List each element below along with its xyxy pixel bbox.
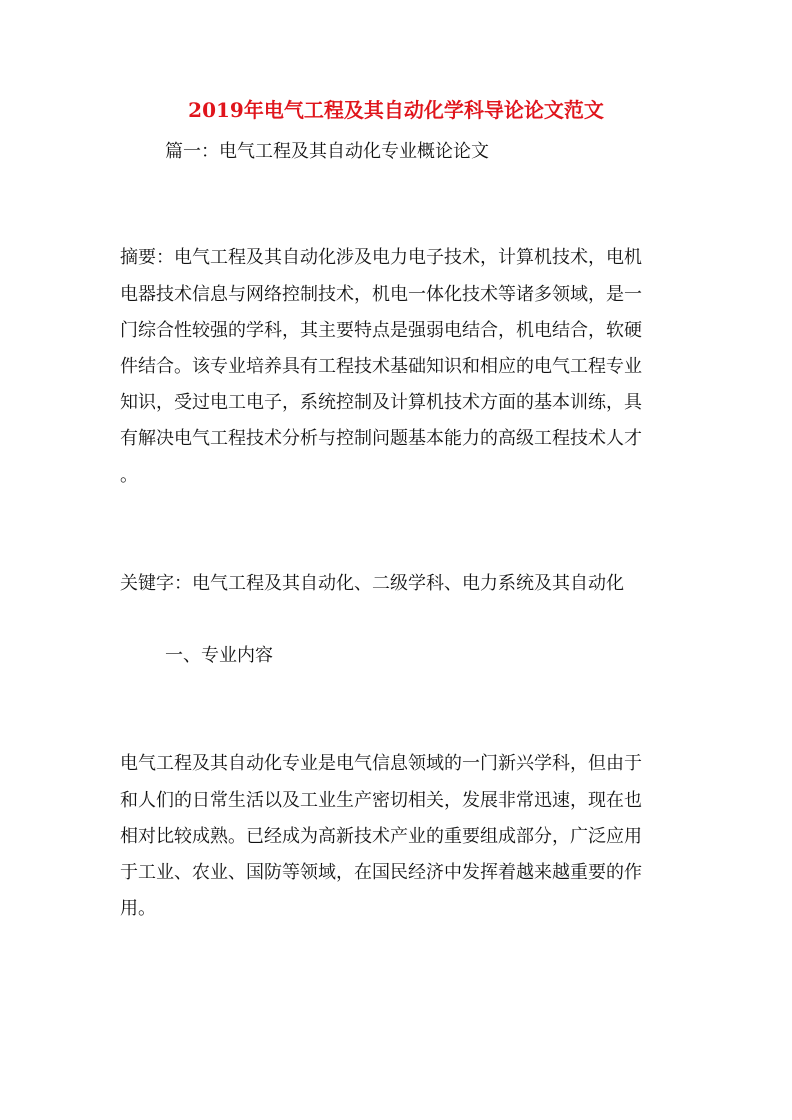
abstract-line: 知识，受过电工电子，系统控制及计算机技术方面的基本训练，具 bbox=[120, 392, 642, 413]
keywords-line: 关键字：电气工程及其自动化、二级学科、电力系统及其自动化 bbox=[120, 573, 624, 594]
abstract-line: 电器技术信息与网络控制技术，机电一体化技术等诸多领域，是一 bbox=[120, 284, 642, 305]
section-heading: 一、专业内容 bbox=[165, 645, 273, 666]
abstract-line: 。 bbox=[120, 465, 138, 486]
document-subtitle: 篇一：电气工程及其自动化专业概论论文 bbox=[165, 141, 489, 162]
section-line: 相对比较成熟。已经成为高新技术产业的重要组成部分，广泛应用 bbox=[120, 826, 642, 847]
section-line: 用。 bbox=[120, 898, 156, 919]
abstract-line: 门综合性较强的学科，其主要特点是强弱电结合，机电结合，软硬 bbox=[120, 320, 642, 341]
document-title: 2019年电气工程及其自动化学科导论论文范文 bbox=[188, 98, 604, 122]
section-line: 于工业、农业、国防等领域，在国民经济中发挥着越来越重要的作 bbox=[120, 862, 642, 883]
abstract-line: 摘要：电气工程及其自动化涉及电力电子技术，计算机技术，电机 bbox=[120, 247, 642, 268]
abstract-line: 件结合。该专业培养具有工程技术基础知识和相应的电气工程专业 bbox=[120, 356, 642, 377]
section-line: 电气工程及其自动化专业是电气信息领域的一门新兴学科，但由于 bbox=[120, 753, 642, 774]
section-line: 和人们的日常生活以及工业生产密切相关，发展非常迅速，现在也 bbox=[120, 790, 642, 811]
abstract-line: 有解决电气工程技术分析与控制问题基本能力的高级工程技术人才 bbox=[120, 428, 642, 449]
